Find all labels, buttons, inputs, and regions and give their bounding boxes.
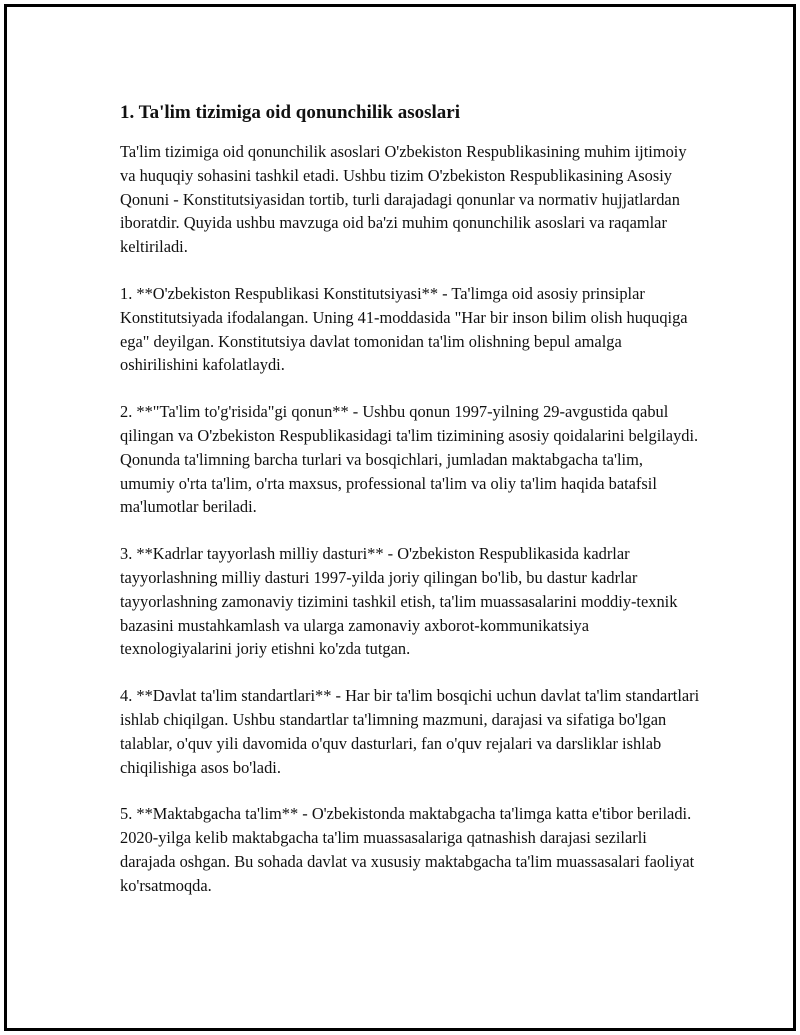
intro-paragraph: Ta'lim tizimiga oid qonunchilik asoslari O'zbekiston Respublikasining muhim ijtimoiy va huquqiy sohasini tashkil etadi. Ushbu tizim O'zbekiston Respublikasining Asosiy Qonuni - Konstitutsiyasidan tortib, turli darajadagi qonunlar va normativ hujjatlardan iboratdir. Quyida ushbu mavzuga oid ba'zi muhim qonunchilik asoslari va raqamlar keltiriladi. [120,142,687,257]
list-item-state-standards: 4. **Davlat ta'lim standartlari** - Har bir ta'lim bosqichi uchun davlat ta'lim standartlari ishlab chiqilgan. Ushbu standartlar ta'limning mazmuni, darajasi va sifatiga bo'lgan talablar, o'quv yili davomida o'quv dasturlari, fan o'quv rejalari va darsliklar ishlab chiqilishiga asos bo'ladi. [120,686,700,777]
list-item-constitution: 1. **O'zbekiston Respublikasi Konstitutsiyasi** - Ta'limga oid asosiy prinsiplar Konstitutsiyada ifodalangan. Uning 41-moddasida "Har bir inson bilim olish huquqiga ega" deyilgan. Konstitutsiya davlat tomonidan ta'lim olishning bepul amalga oshirilishini kafolatlaydi. [120,283,688,375]
list-item-education-law: 2. **"Ta'lim to'g'risida"gi qonun** - Ushbu qonun 1997-yilning 29-avgustida qabul qilingan va O'zbekiston Respublikasidagi ta'lim tizimining asosiy qoidalarini belgilaydi. Qonunda ta'limning barcha turlari va bosqichlari, jumladan maktabgacha ta'lim, umumiy o'rta ta'lim, o'rta maxsus, professional ta'lim va oliy ta'lim haqida batafsil ma'lumotlar beriladi. [120,402,699,517]
list-item-personnel-program: 3. **Kadrlar tayyorlash milliy dasturi** - O'zbekiston Respublikasida kadrlar tayyorlashning milliy dasturi 1997-yilda joriy qilingan bo'lib, bu dastur kadrlar tayyorlashning zamonaviy tizimini tashkil etish, ta'lim muassasalarini moddiy-texnik bazasini mustahkamlash va ularga zamonaviy axborot-kommunikatsiya texnologiyalarini joriy etishni ko'zda tutgan. [120,544,678,659]
document-title: 1. Ta'lim tizimiga oid qonunchilik asoslari [120,102,460,123]
page-frame [4,4,796,1031]
document-body [120,100,700,921]
list-item-preschool: 5. **Maktabgacha ta'lim** - O'zbekistonda maktabgacha ta'limga katta e'tibor beriladi. 2020-yilga kelib maktabgacha ta'lim muassasalariga qatnashish darajasi sezilarli darajada oshgan. Bu sohada davlat va xususiy maktabgacha ta'lim muassasalari faoliyat ko'rsatmoqda. [120,804,695,895]
